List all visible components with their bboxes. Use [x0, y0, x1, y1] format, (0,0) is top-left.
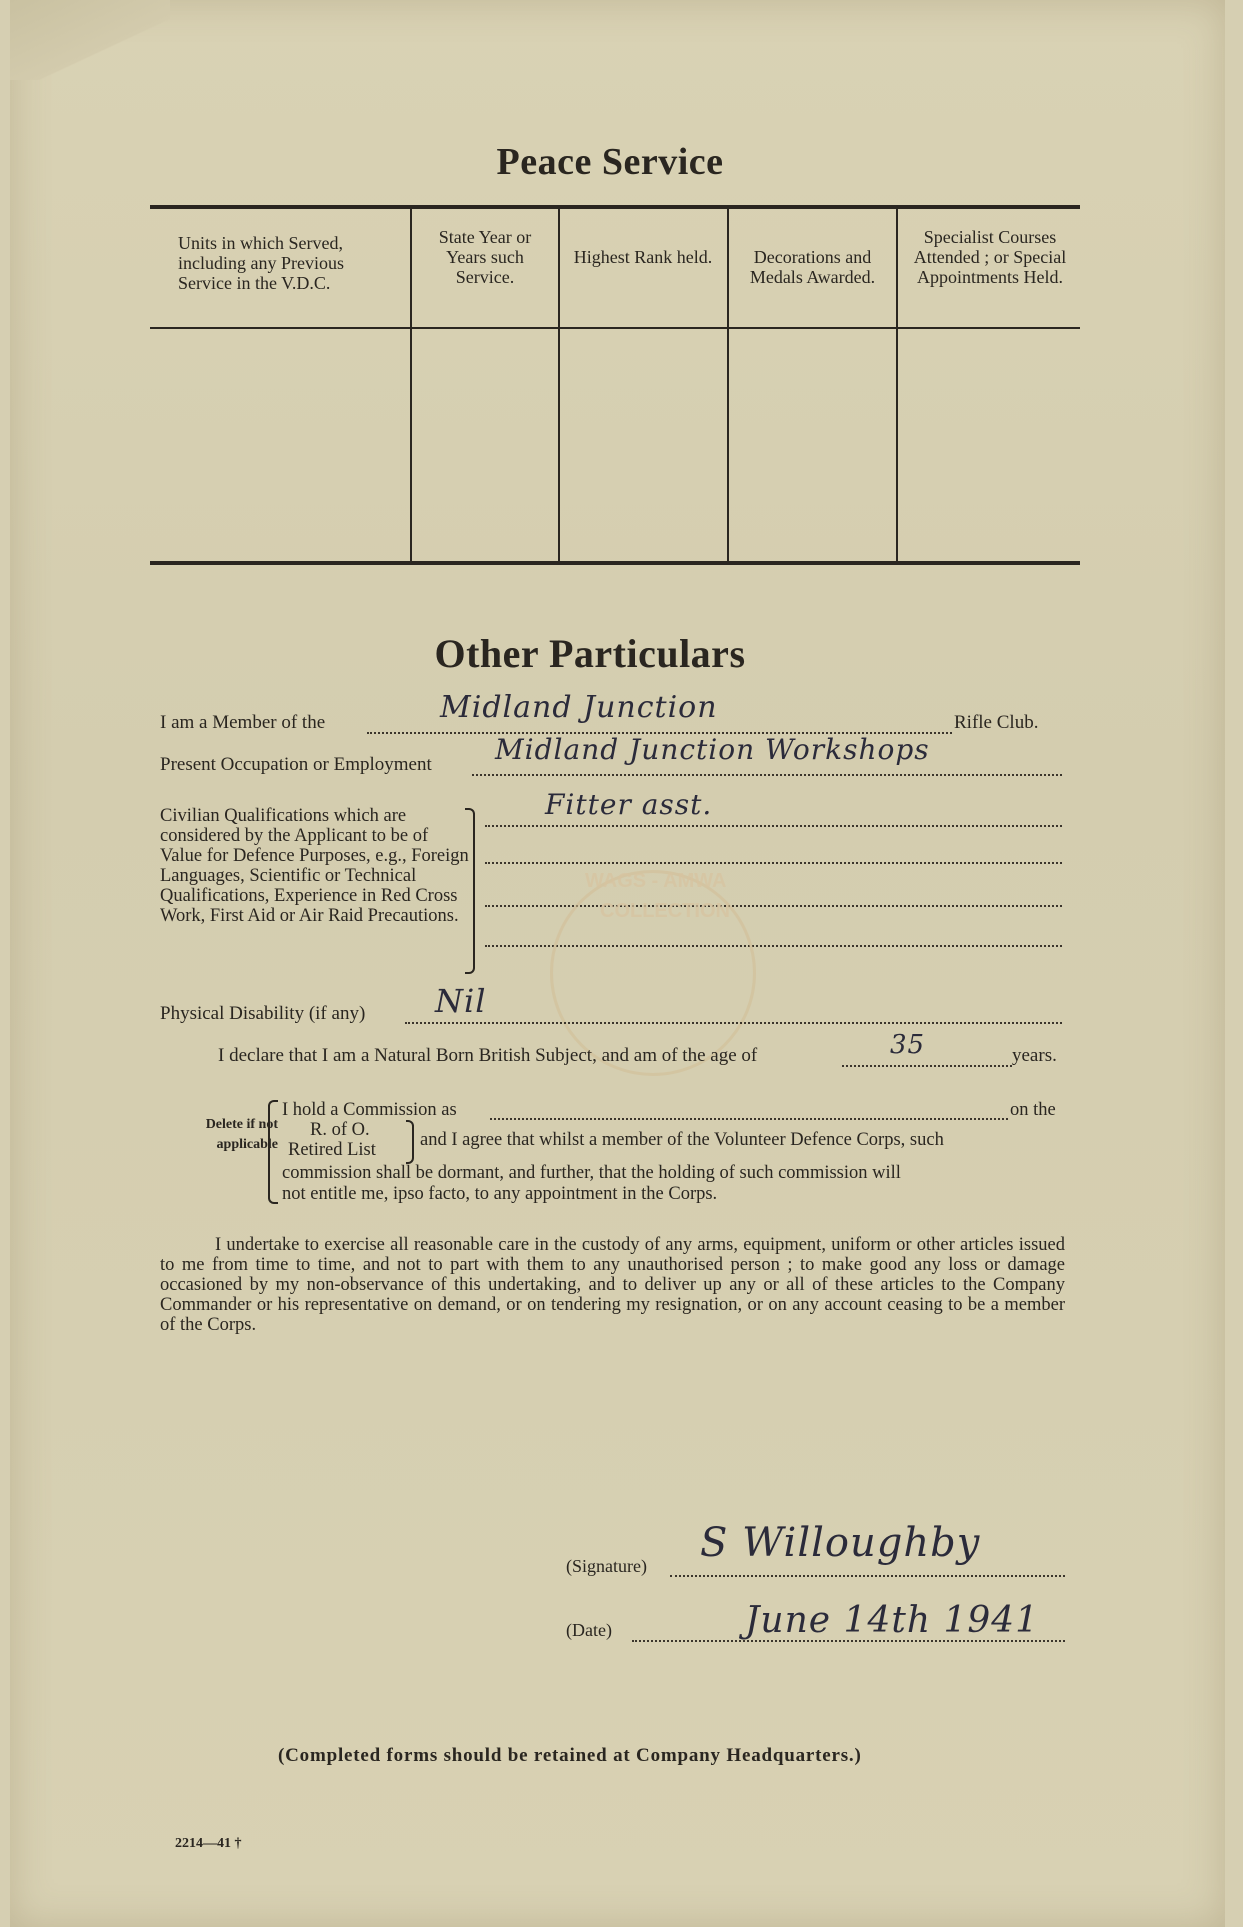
civilian-qualifications-label: Civilian Qualifications which are considered by the Applicant to be of Value for Defence Purposes, e.g., Foreign Languages, Scientific or Technical Qualifications, Experience in Red Cross Work, First Aid or Air Raid Precautions.	[160, 806, 469, 926]
age-handwritten-value: 35	[890, 1030, 926, 1060]
table-top-rule	[150, 205, 1080, 209]
folded-corner	[10, 0, 170, 80]
table-header-rule	[150, 327, 1080, 329]
completed-forms-note: (Completed forms should be retained at Company Headquarters.)	[278, 1745, 862, 1766]
commission-field-line	[490, 1118, 1008, 1120]
watermark-text-2: COLLECTION	[600, 900, 730, 922]
col-header-decorations: Decorations and Medals Awarded.	[749, 247, 876, 287]
disability-field-line	[405, 1022, 1062, 1024]
commission-on-the: on the	[1010, 1100, 1056, 1120]
peace-service-title: Peace Service	[496, 141, 724, 183]
signature-label: (Signature)	[566, 1556, 647, 1576]
declaration-text: I declare that I am a Natural Born British Subject, and am of the age of	[218, 1045, 758, 1066]
commission-line-1: I hold a Commission as	[282, 1100, 457, 1120]
qualifications-line-3	[485, 905, 1062, 907]
member-label: I am a Member of the	[160, 712, 326, 733]
age-field-line	[842, 1065, 1012, 1067]
commission-retired-list: Retired List	[288, 1140, 376, 1160]
disability-handwritten-value: Nil	[435, 982, 487, 1020]
inner-brace	[406, 1120, 414, 1164]
brace	[465, 808, 475, 974]
column-divider	[896, 209, 898, 561]
commission-line-4: not entitle me, ipso facto, to any appointment in the Corps.	[282, 1184, 718, 1204]
other-particulars-title: Other Particulars	[434, 631, 746, 676]
col-header-rank: Highest Rank held.	[573, 247, 713, 267]
column-divider	[558, 209, 560, 561]
column-divider	[410, 209, 412, 561]
qualifications-handwritten-value: Fitter asst.	[545, 788, 713, 821]
member-suffix: Rifle Club.	[954, 712, 1039, 733]
occupation-field-line	[472, 774, 1062, 776]
signature-handwritten: S Willoughby	[700, 1520, 981, 1566]
col-header-years: State Year or Years such Service.	[438, 227, 532, 287]
delete-if-not-applicable-note: Delete if not applicable	[205, 1117, 278, 1152]
occupation-handwritten-value: Midland Junction Workshops	[495, 733, 930, 766]
peace-service-table	[150, 205, 1080, 565]
member-handwritten-value: Midland Junction	[440, 690, 718, 725]
left-brace	[268, 1100, 278, 1204]
table-bottom-rule	[150, 561, 1080, 565]
occupation-label: Present Occupation or Employment	[160, 754, 432, 775]
col-header-courses: Specialist Courses Attended ; or Special Appointments Held.	[913, 227, 1067, 287]
date-label: (Date)	[566, 1620, 612, 1640]
declaration-suffix: years.	[1012, 1045, 1057, 1066]
undertaking-paragraph: I undertake to exercise all reasonable care in the custody of any arms, equipment, uniform or other articles issued to me from time to time, and not to part with them to any unauthorised person ; to make good any loss or damage occasioned by my non-observance of this undertaking, and to deliver up any or all of these articles to the Company Commander or his representative on demand, or on tendering my resignation, or on any account ceasing to be a member of the Corps.	[160, 1235, 1065, 1335]
date-handwritten: June 14th 1941	[745, 1600, 1040, 1641]
qualifications-line-2	[485, 862, 1062, 864]
column-divider	[727, 209, 729, 561]
form-number: 2214—41 †	[175, 1836, 242, 1851]
commission-ro: R. of O.	[310, 1120, 370, 1140]
form-page	[10, 0, 1225, 1927]
col-header-units: Units in which Served, including any Previous Service in the V.D.C.	[178, 233, 344, 293]
signature-field-line	[670, 1575, 1065, 1577]
watermark-text-1: WAGS - AMWA	[585, 870, 727, 892]
commission-line-2: and I agree that whilst a member of the Volunteer Defence Corps, such	[420, 1130, 944, 1150]
disability-label: Physical Disability (if any)	[160, 1003, 366, 1024]
qualifications-line-1	[485, 825, 1062, 827]
commission-line-3: commission shall be dormant, and further, that the holding of such commission will	[282, 1163, 901, 1183]
